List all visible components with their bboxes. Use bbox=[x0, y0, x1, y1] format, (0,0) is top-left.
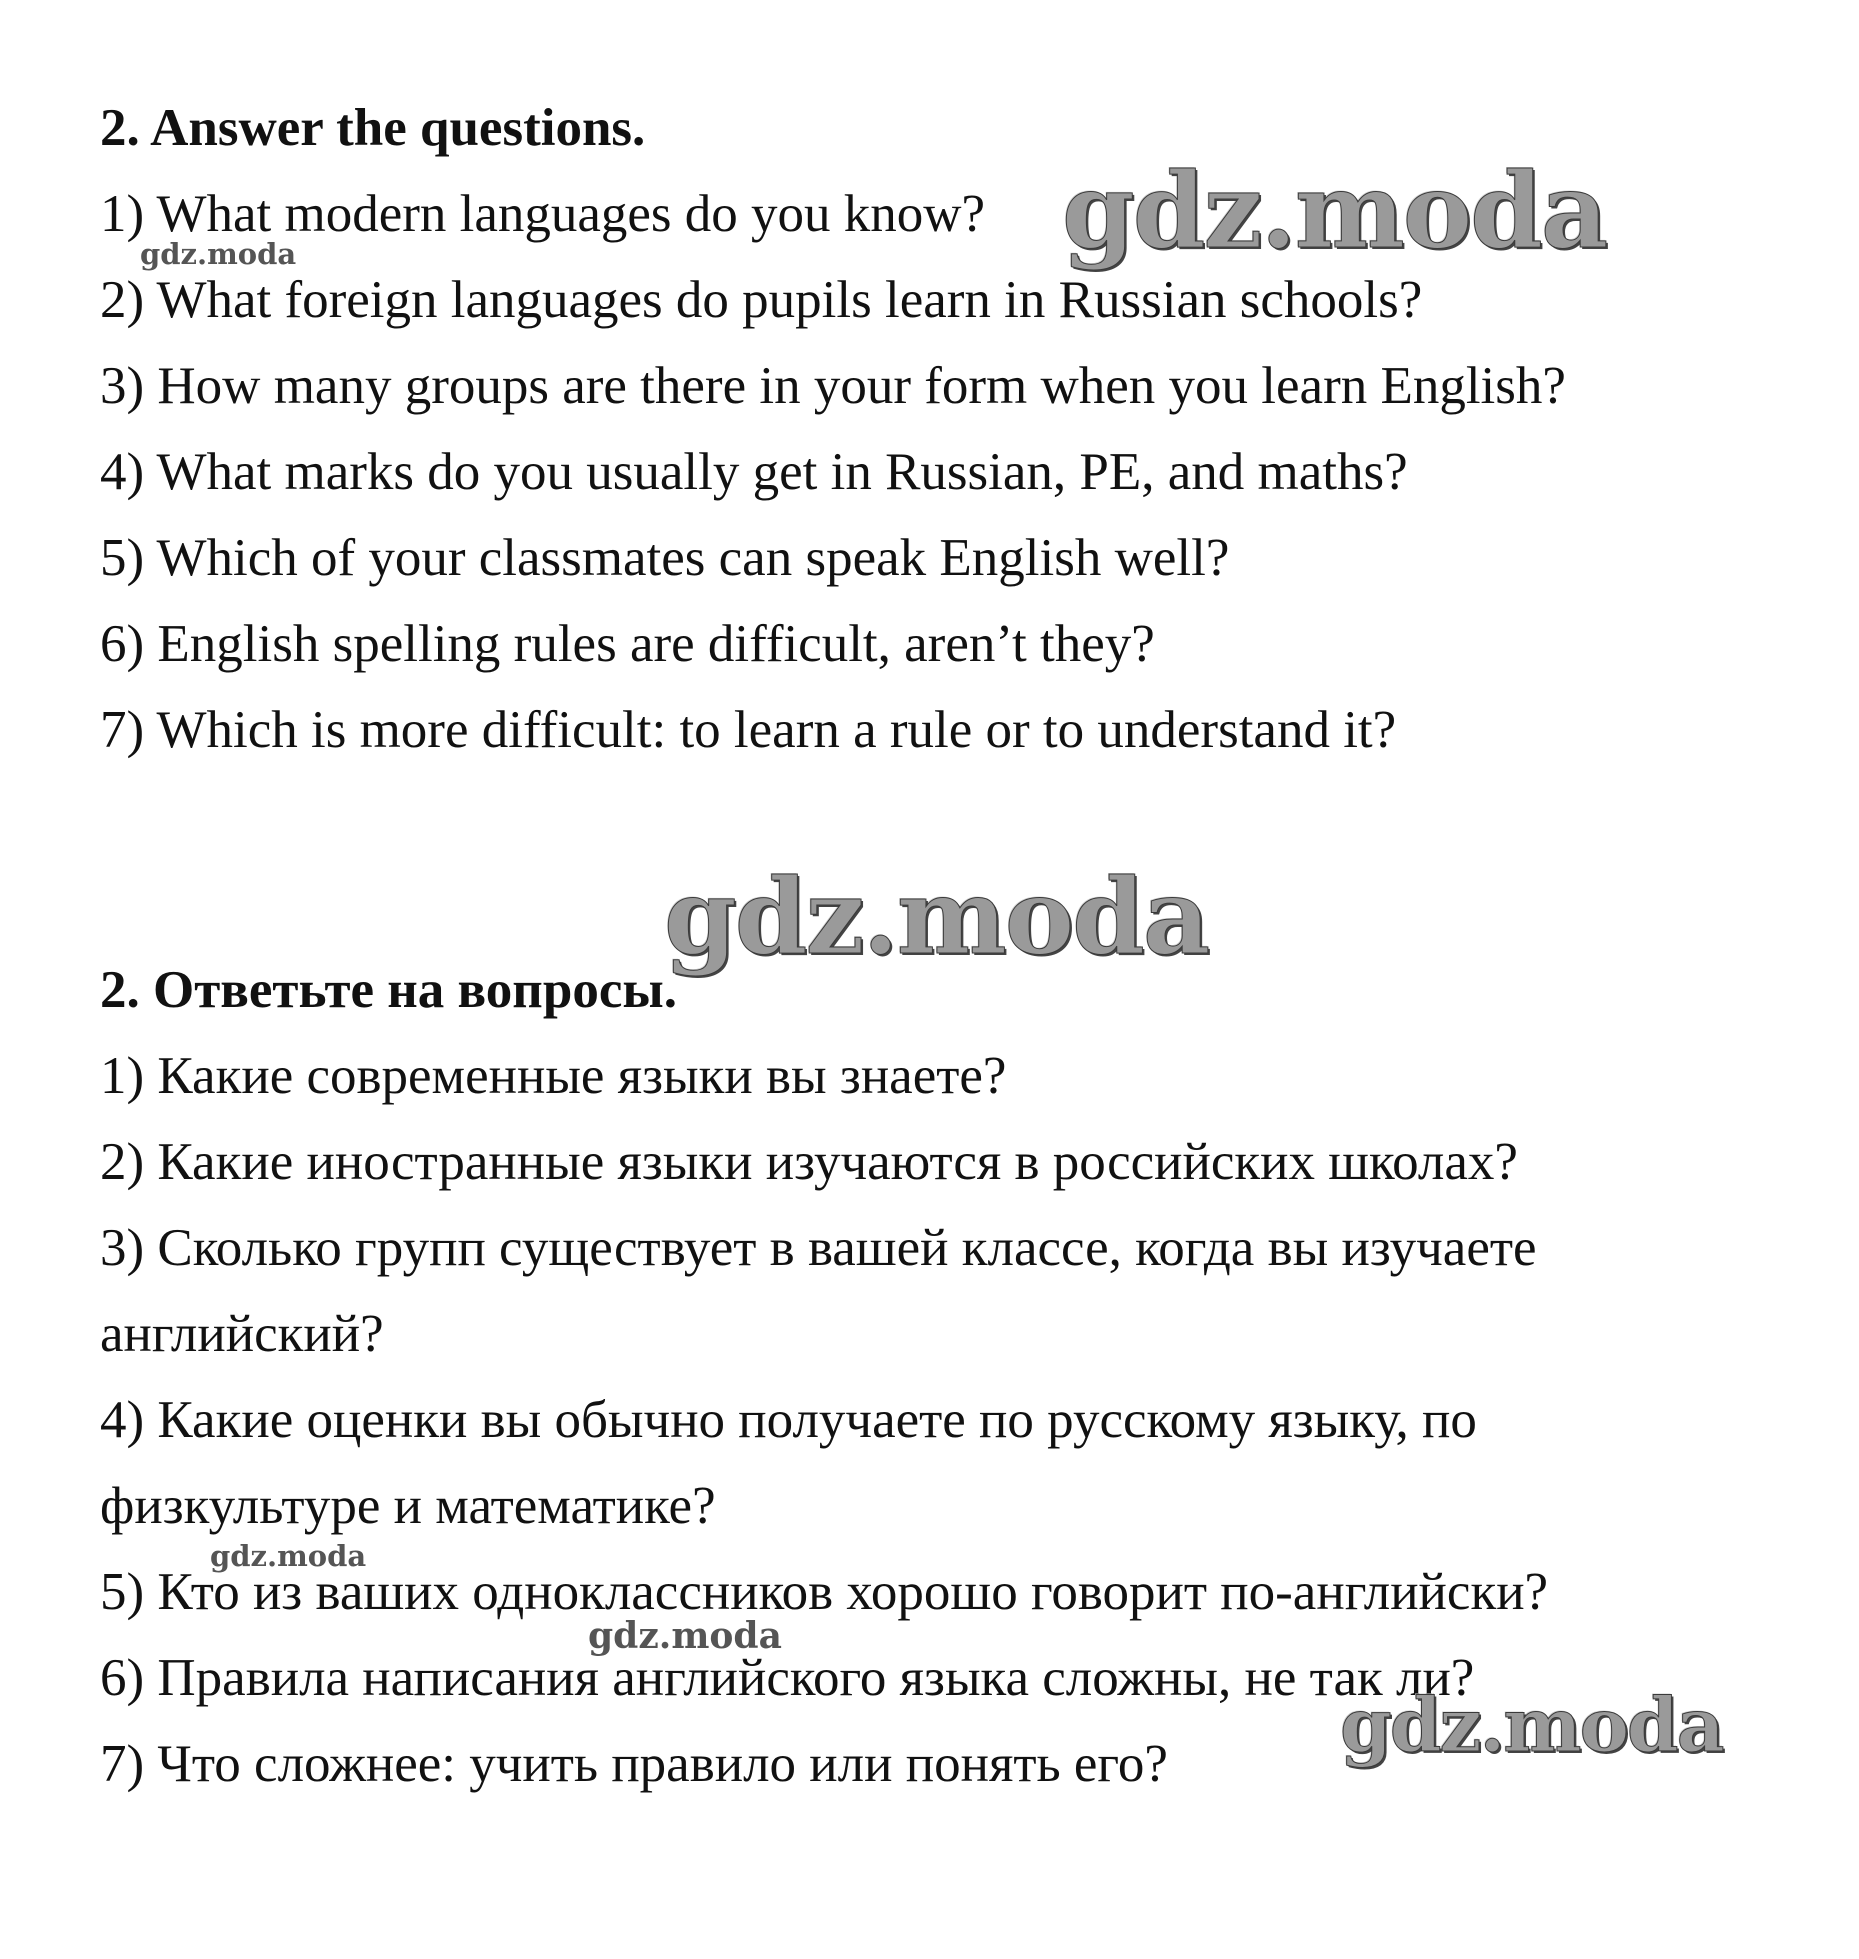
english-heading: 2. Answer the questions. bbox=[100, 99, 646, 157]
russian-question-3-continued: английский? bbox=[100, 1305, 384, 1363]
watermark-logo: gdz.moda bbox=[1062, 149, 1607, 272]
english-question-7: 7) Which is more difficult: to learn a rule or to understand it? bbox=[100, 701, 1397, 759]
watermark-logo: gdz.moda bbox=[1340, 1683, 1723, 1769]
english-question-4: 4) What marks do you usually get in Russian, PE, and maths? bbox=[100, 443, 1408, 501]
russian-question-4: 4) Какие оценки вы обычно получаете по русскому языку, по bbox=[100, 1391, 1477, 1449]
english-question-2: 2) What foreign languages do pupils learn in Russian schools? bbox=[100, 271, 1423, 329]
russian-question-3: 3) Сколько групп существует в вашей классе, когда вы изучаете bbox=[100, 1219, 1537, 1277]
english-question-1: 1) What modern languages do you know? bbox=[100, 185, 986, 243]
english-question-5: 5) Which of your classmates can speak English well? bbox=[100, 529, 1230, 587]
watermark-logo: gdz.moda bbox=[140, 237, 297, 271]
russian-question-1: 1) Какие современные языки вы знаете? bbox=[100, 1047, 1007, 1105]
russian-question-6: 6) Правила написания английского языка сложны, не так ли? bbox=[100, 1649, 1475, 1707]
watermark-logo: gdz.moda bbox=[588, 1615, 782, 1657]
russian-question-4-continued: физкультуре и математике? bbox=[100, 1477, 716, 1535]
russian-question-5: 5) Кто из ваших одноклассников хорошо говорит по-английски? bbox=[100, 1563, 1549, 1621]
russian-question-2: 2) Какие иностранные языки изучаются в российских школах? bbox=[100, 1133, 1518, 1191]
english-question-3: 3) How many groups are there in your form when you learn English? bbox=[100, 357, 1566, 415]
watermark-logo: gdz.moda bbox=[664, 855, 1209, 978]
english-question-6: 6) English spelling rules are difficult, aren’t they? bbox=[100, 615, 1155, 673]
russian-question-7: 7) Что сложнее: учить правило или понять его? bbox=[100, 1735, 1168, 1793]
russian-heading: 2. Ответьте на вопросы. bbox=[100, 961, 677, 1019]
watermark-logo: gdz.moda bbox=[210, 1539, 367, 1573]
